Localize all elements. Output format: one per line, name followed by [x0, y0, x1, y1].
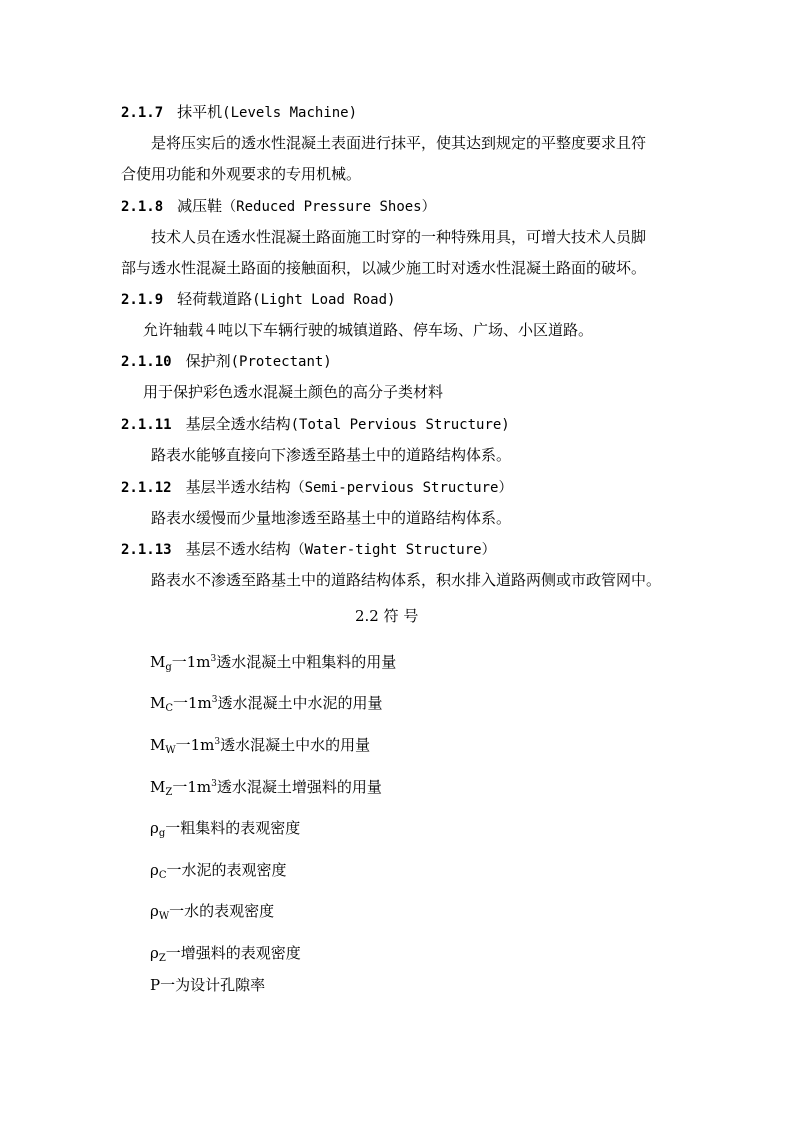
term-description: 路表水不渗透至路基土中的道路结构体系，积水排入道路两侧或市政管网中。	[151, 571, 662, 589]
symbol-item: $\rho_Z$一增强料的表观密度	[150, 944, 301, 964]
term-heading	[121, 290, 395, 309]
term-description: 用于保护彩色透水混凝土颜色的高分子类材料	[143, 383, 444, 401]
term-number: 2.1.13	[121, 542, 172, 558]
term-name: 轻荷载道路	[177, 290, 253, 308]
term-heading	[121, 352, 332, 371]
term-number: 2.1.9	[121, 292, 164, 308]
term-name: 基层半透水结构	[185, 478, 291, 496]
symbol-item: $M_W$一$1m^3$透水混凝土中水的用量	[150, 736, 371, 756]
term-heading	[121, 540, 496, 559]
term-english: (Light Load Road)	[252, 292, 396, 308]
term-english: (Protectant)	[230, 354, 332, 370]
term-number: 2.1.8	[121, 199, 164, 215]
symbol-item: P一为设计孔隙率	[150, 976, 266, 994]
term-description: 路表水缓慢而少量地渗透至路基土中的道路结构体系。	[151, 509, 512, 527]
term-english: （Water-tight Structure）	[290, 542, 496, 558]
symbol-item: $M_Z$一$1m^3$透水混凝土增强料的用量	[150, 778, 382, 798]
term-english: （Reduced Pressure Shoes）	[222, 199, 436, 215]
section-title: 2.2 符 号	[355, 607, 419, 625]
term-name: 基层全透水结构	[185, 415, 291, 433]
term-name: 保护剂	[185, 352, 231, 370]
term-heading	[121, 197, 436, 216]
term-english: （Semi-pervious Structure）	[290, 480, 513, 496]
term-english: (Total Pervious Structure)	[290, 417, 510, 433]
term-english: (Levels Machine)	[222, 105, 358, 121]
term-description: 路表水能够直接向下渗透至路基土中的道路结构体系。	[151, 446, 512, 464]
term-description: 技术人员在透水性混凝土路面施工时穿的一种特殊用具，可增大技术人员脚	[151, 228, 647, 246]
term-number: 2.1.12	[121, 480, 172, 496]
term-name: 基层不透水结构	[185, 540, 291, 558]
symbol-item: $\rho_W$一水的表观密度	[150, 902, 275, 922]
term-number: 2.1.10	[121, 354, 172, 370]
term-heading	[121, 415, 510, 434]
term-heading	[121, 478, 512, 497]
term-heading	[121, 103, 357, 122]
symbol-item: $\rho_C$一水泥的表观密度	[150, 861, 287, 881]
term-number: 2.1.7	[121, 105, 164, 121]
term-name: 抹平机	[177, 103, 223, 121]
term-name: 减压鞋	[177, 197, 223, 215]
symbol-item: $M_C$一$1m^3$透水混凝土中水泥的用量	[150, 694, 383, 714]
term-number: 2.1.11	[121, 417, 172, 433]
term-description: 部与透水性混凝土路面的接触面积，以减少施工时对透水性混凝土路面的破坏。	[121, 259, 647, 277]
symbol-item: $M_g$一$1m^3$透水混凝土中粗集料的用量	[150, 653, 397, 673]
term-description: 允许轴载４吨以下车辆行驶的城镇道路、停车场、广场、小区道路。	[143, 321, 594, 339]
symbol-item: $\rho_g$一粗集料的表观密度	[150, 819, 301, 839]
term-description: 是将压实后的透水性混凝土表面进行抹平，使其达到规定的平整度要求且符	[151, 134, 647, 152]
term-description: 合使用功能和外观要求的专用机械。	[121, 165, 362, 183]
